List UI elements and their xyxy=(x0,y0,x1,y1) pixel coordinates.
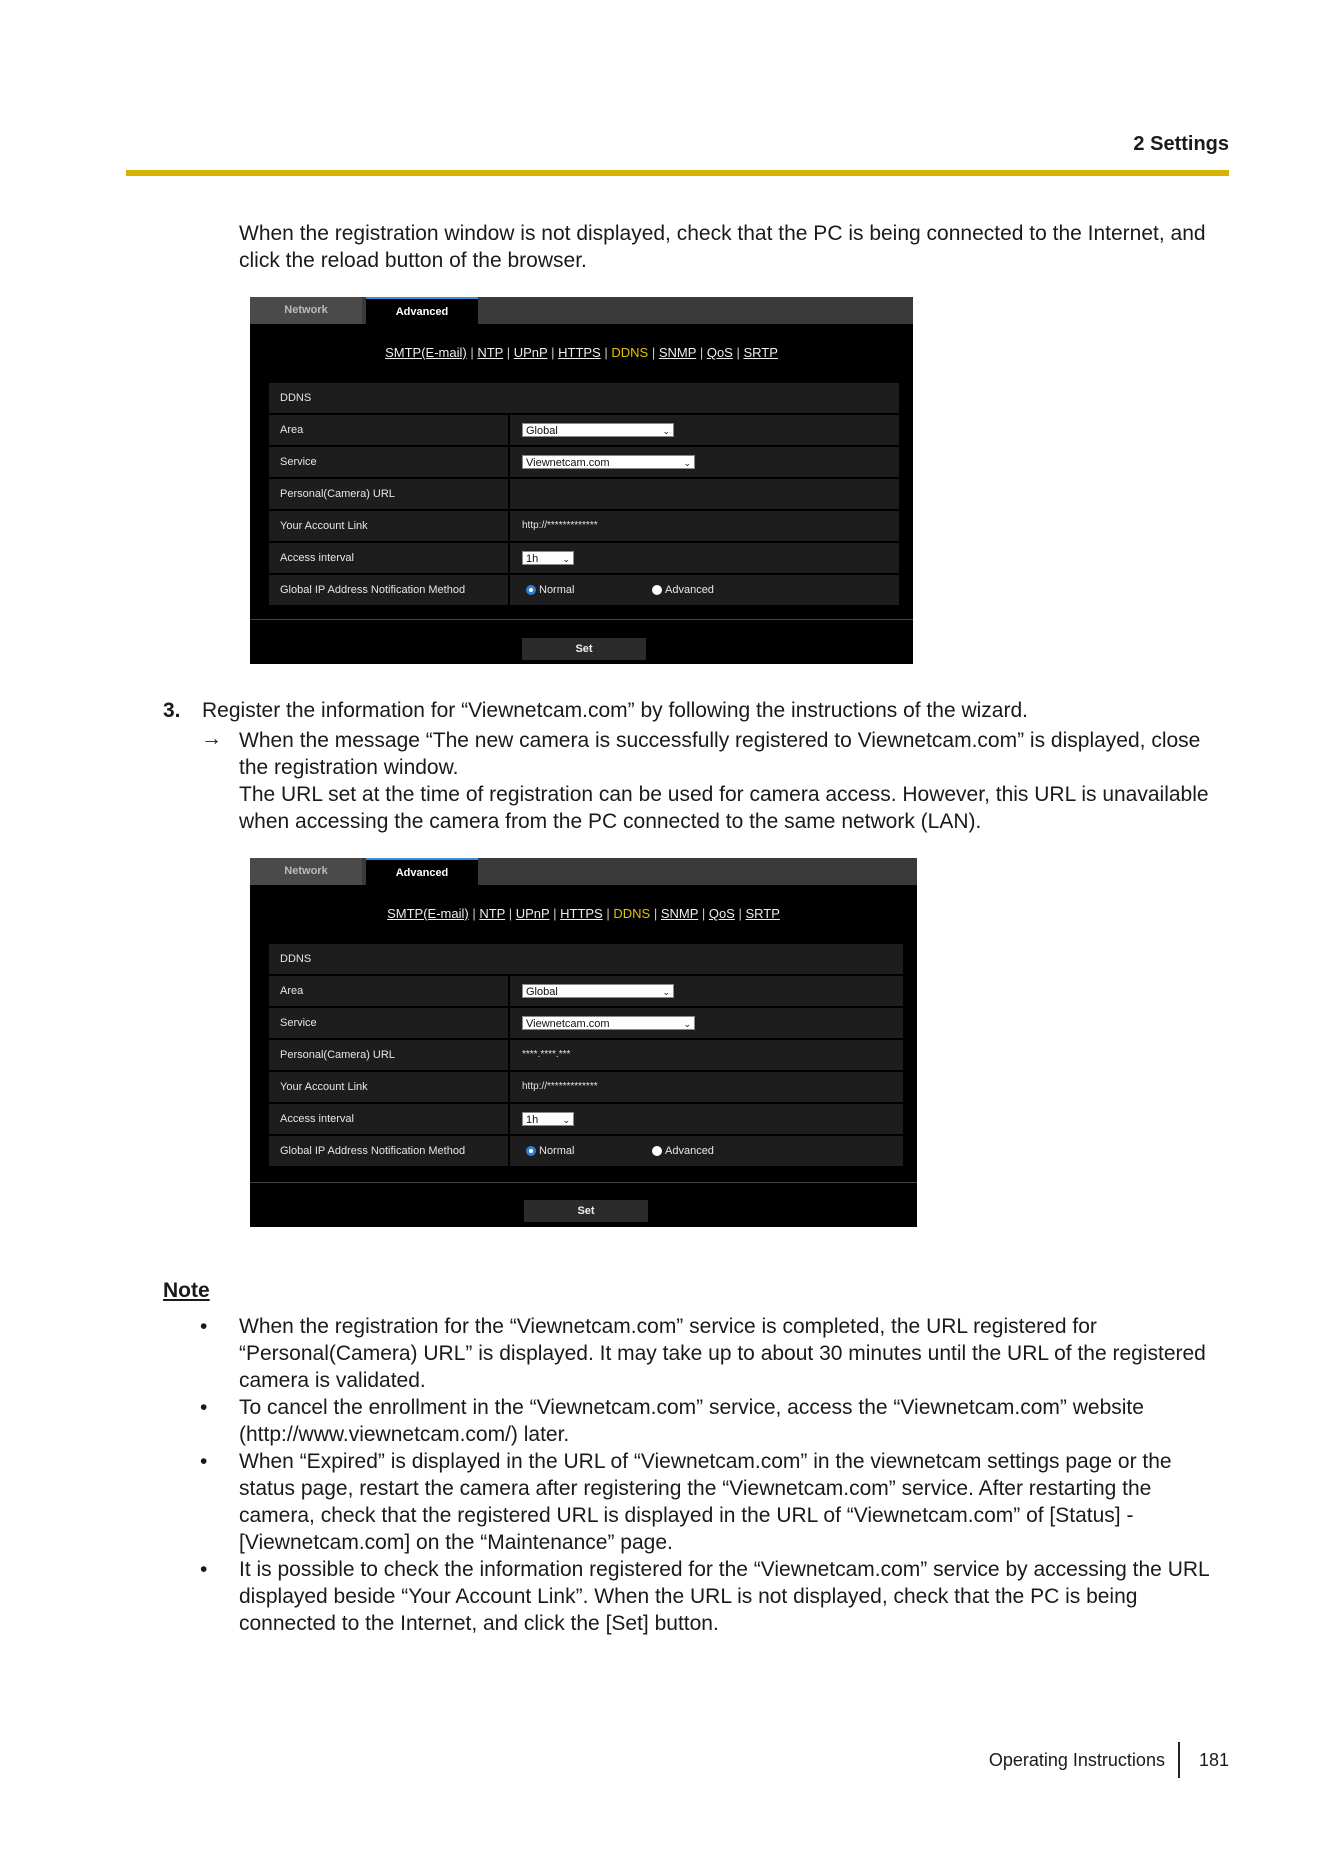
link-smtp[interactable]: SMTP(E-mail) xyxy=(387,906,469,921)
chevron-down-icon: ⌄ xyxy=(683,458,691,468)
account-link-value[interactable]: http://************* xyxy=(510,511,899,541)
row-ddns xyxy=(269,944,903,974)
service-select[interactable]: Viewnetcam.com ⌄ xyxy=(522,455,695,469)
ddns-settings-screenshot-2 xyxy=(250,858,917,1227)
account-link-label: Your Account Link xyxy=(269,511,508,541)
radio-selected-icon xyxy=(526,585,536,595)
access-interval-select[interactable]: 1h ⌄ xyxy=(522,1112,574,1126)
link-ddns-current: DDNS xyxy=(611,345,649,360)
radio-advanced[interactable]: Advanced xyxy=(652,584,714,596)
footer-divider xyxy=(1178,1742,1180,1778)
row-access-interval xyxy=(269,543,899,573)
row-service xyxy=(269,1008,903,1038)
link-snmp[interactable]: SNMP xyxy=(658,345,697,360)
step-result-2: The URL set at the time of registration can be used for camera access. However, this URL is unavailable when accessing the camera from the PC connected to the same network (LAN). xyxy=(239,783,1209,833)
chevron-down-icon: ⌄ xyxy=(562,554,570,564)
radio-normal[interactable]: Normal xyxy=(526,584,574,596)
row-account-link xyxy=(269,511,899,541)
radio-normal[interactable]: Normal xyxy=(526,1145,574,1157)
link-srtp[interactable]: SRTP xyxy=(743,345,778,360)
link-upnp[interactable]: UPnP xyxy=(513,345,548,360)
row-service xyxy=(269,447,899,477)
ddns-heading: DDNS xyxy=(269,383,899,413)
service-select[interactable]: Viewnetcam.com ⌄ xyxy=(522,1016,695,1030)
link-https[interactable]: HTTPS xyxy=(558,345,601,360)
section-title: 2 Settings xyxy=(1133,133,1229,155)
step-text: Register the information for “Viewnetcam.com” by following the instructions of the wizard. xyxy=(202,699,1028,722)
set-button[interactable]: Set xyxy=(524,1200,648,1222)
bullet: • xyxy=(200,1558,208,1581)
service-label: Service xyxy=(269,1008,508,1038)
row-notification-method xyxy=(269,1136,903,1166)
row-ddns xyxy=(269,383,899,413)
chevron-down-icon: ⌄ xyxy=(562,1115,570,1125)
account-link-label: Your Account Link xyxy=(269,1072,508,1102)
ddns-settings-screenshot-1 xyxy=(250,297,913,664)
chevron-down-icon: ⌄ xyxy=(683,1019,691,1029)
notification-method-label: Global IP Address Notification Method xyxy=(269,1136,508,1166)
row-area xyxy=(269,976,903,1006)
ddns-heading: DDNS xyxy=(269,944,903,974)
chevron-down-icon: ⌄ xyxy=(662,426,670,436)
tab-bar xyxy=(250,858,917,885)
divider xyxy=(250,619,913,620)
link-snmp[interactable]: SNMP xyxy=(660,906,699,921)
area-label: Area xyxy=(269,976,508,1006)
area-label: Area xyxy=(269,415,508,445)
radio-selected-icon xyxy=(526,1146,536,1156)
advanced-nav-links: SMTP(E-mail) | NTP | UPnP | HTTPS | DDNS | SNMP | QoS | SRTP xyxy=(385,345,778,360)
tab-advanced[interactable]: Advanced xyxy=(366,297,478,324)
row-notification-method xyxy=(269,575,899,605)
link-srtp[interactable]: SRTP xyxy=(745,906,780,921)
personal-url-label: Personal(Camera) URL xyxy=(269,1040,508,1070)
tab-network[interactable]: Network xyxy=(250,858,362,885)
page-footer xyxy=(989,1742,1229,1778)
link-ntp[interactable]: NTP xyxy=(479,906,506,921)
access-interval-select[interactable]: 1h ⌄ xyxy=(522,551,574,565)
bullet: • xyxy=(200,1315,208,1338)
step-number: 3. xyxy=(163,699,181,722)
radio-unselected-icon xyxy=(652,585,662,595)
area-select[interactable]: Global ⌄ xyxy=(522,984,674,998)
access-interval-label: Access interval xyxy=(269,543,508,573)
footer-doc-title: Operating Instructions xyxy=(988,1749,1165,1770)
link-upnp[interactable]: UPnP xyxy=(515,906,550,921)
link-ddns-current: DDNS xyxy=(613,906,651,921)
row-personal-url xyxy=(269,479,899,509)
access-interval-label: Access interval xyxy=(269,1104,508,1134)
account-link-value[interactable]: http://************* xyxy=(510,1072,903,1102)
page-number: 181 xyxy=(1198,1749,1229,1770)
link-qos[interactable]: QoS xyxy=(708,906,735,921)
bullet: • xyxy=(200,1396,208,1419)
personal-url-value xyxy=(510,479,899,509)
row-personal-url xyxy=(269,1040,903,1070)
note-item: • It is possible to check the information registered for the “Viewnetcam.com” service by accessing the URL displayed beside “Your Account Link”. When the URL is not displayed, check that the PC is being connected to the Internet, and click the [Set] button. xyxy=(200,1558,1209,1635)
link-ntp[interactable]: NTP xyxy=(477,345,504,360)
note-heading: Note xyxy=(163,1279,210,1302)
tab-network[interactable]: Network xyxy=(250,297,362,324)
row-account-link xyxy=(269,1072,903,1102)
divider xyxy=(250,1182,917,1183)
result-arrow: → xyxy=(201,727,222,750)
step-result xyxy=(239,727,1229,835)
link-smtp[interactable]: SMTP(E-mail) xyxy=(385,345,467,360)
note-list xyxy=(200,1313,1230,1637)
ddns-table xyxy=(269,944,903,1168)
personal-url-label: Personal(Camera) URL xyxy=(269,479,508,509)
note-item: • When the registration for the “Viewnetcam.com” service is completed, the URL registered for “Personal(Camera) URL” is displayed. It may take up to about 30 minutes until the URL of the registered camera is validated. xyxy=(200,1315,1206,1392)
service-label: Service xyxy=(269,447,508,477)
note-item: • To cancel the enrollment in the “Viewnetcam.com” service, access the “Viewnetcam.com” website (http://www.viewnetcam.com/) later. xyxy=(200,1396,1144,1446)
header-rule xyxy=(126,170,1229,176)
link-qos[interactable]: QoS xyxy=(706,345,733,360)
ddns-table xyxy=(269,383,899,607)
intro-paragraph: When the registration window is not displayed, check that the PC is being connected to the Internet, and click the reload button of the browser. xyxy=(239,222,1206,272)
radio-unselected-icon xyxy=(652,1146,662,1156)
notification-method-label: Global IP Address Notification Method xyxy=(269,575,508,605)
set-button[interactable]: Set xyxy=(522,638,646,660)
tab-advanced[interactable]: Advanced xyxy=(366,858,478,885)
area-select[interactable]: Global ⌄ xyxy=(522,423,674,437)
row-access-interval xyxy=(269,1104,903,1134)
radio-advanced[interactable]: Advanced xyxy=(652,1145,714,1157)
chevron-down-icon: ⌄ xyxy=(662,987,670,997)
row-area xyxy=(269,415,899,445)
advanced-nav-links: SMTP(E-mail) | NTP | UPnP | HTTPS | DDNS | SNMP | QoS | SRTP xyxy=(387,906,780,921)
tab-bar xyxy=(250,297,913,324)
link-https[interactable]: HTTPS xyxy=(560,906,603,921)
note-item: • When “Expired” is displayed in the URL of “Viewnetcam.com” in the viewnetcam settings page or the status page, restart the camera after registering the “Viewnetcam.com” service. After restarting the camera, check that the registered URL is displayed in the URL of “Viewnetcam.com” of [Status] - [Viewnetcam.com] on the “Maintenance” page. xyxy=(200,1450,1172,1554)
bullet: • xyxy=(200,1450,208,1473)
step-result-1: When the message “The new camera is successfully registered to Viewnetcam.com” is displayed, close the registration window. xyxy=(239,729,1201,779)
personal-url-value[interactable]: ****.****.*** xyxy=(510,1040,903,1070)
